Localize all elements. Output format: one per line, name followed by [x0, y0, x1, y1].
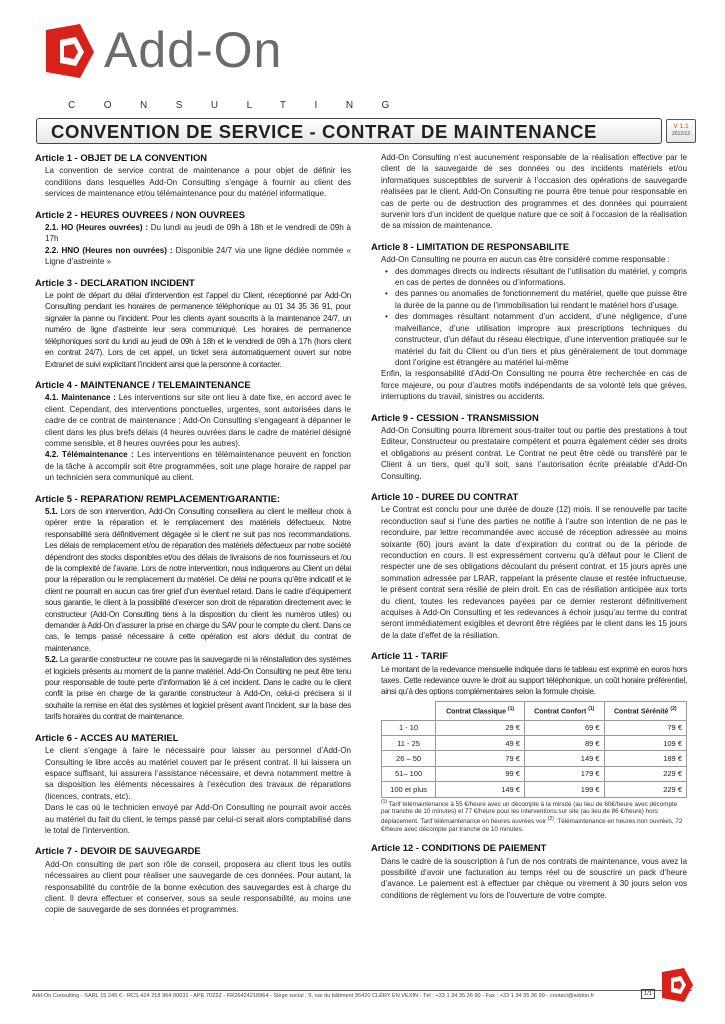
- article-text: Dans le cadre de la souscription à l’un de nos contrats de maintenance, vous avez la possibilité d’avoir une facturation au temps réel ou de souscrire un pack d’heure d’avance. Le paiement est à effectuer par chèque ou virement à 30 jours selon vos conditions de règlement vu lors de l’ouverture de votre compte.: [381, 856, 687, 900]
- table-cell: 51– 100: [382, 766, 436, 781]
- article-7: [35, 845, 351, 915]
- article-text: Le client s’engage à faire le nécessaire pour laisser au personnel d’Add-On Consulting le libre accès au matériel couvert par le présent contrat. Il lui laissera un espace suffisant, lui assurera l’assistance nécessaire, et devra notamment mettre à sa disposition les éléments nécessaires à l’exécution des travaux de réparations (licences, contrats, etc).: [45, 746, 351, 801]
- table-cell: 179 €: [524, 766, 604, 781]
- article-8: [371, 241, 687, 403]
- addon-logo-icon: [660, 968, 694, 1002]
- article-title: Article 3 - DECLARATION INCIDENT: [35, 276, 195, 288]
- column-header: Contrat Confort $^{(1)}$: [524, 701, 604, 720]
- table-header-row: [382, 701, 687, 720]
- article-text: [35, 245, 351, 268]
- clause-label: 5.2.: [45, 655, 58, 665]
- table-row: [382, 736, 687, 751]
- clause-text: Les interventions sur site ont lieu à date fixe, en accord avec le client. Cependant, des interventions ponctuelles, urgentes, sont autorisées dans le cadre de ce contrat de maintenance ; Add-On Consulting s’engageant à dépanner le client dans les plus brefs délais (4 heures ouvrées dans le cadre de matériel désigné comme sensible, et 8 heures ouvrées pour les autres).: [45, 393, 352, 448]
- clause-label: 2.2. HNO (Heures non ouvrées) :: [45, 245, 173, 255]
- article-2: [35, 209, 351, 268]
- article-text: [35, 506, 351, 654]
- clause-label: 4.2. Télémaintenance :: [45, 450, 134, 460]
- table-footnotes: $^{(1)}$ Tarif télémaintenance à 55 €/heure avec un décompte à la minute (au lieu de 60€/heure avec décompte par tranche de 10 minutes) et 77 €/heure pour les interventions sur site (au lieu de 86 €/heure) hors déplacement. Tarif télémaintenance en heures ouvrées voir $^{(2)}$. Télémaintenance en heures non ouvrées, 72 €/heure avec décompte par tranche de 10 minutes.: [381, 798, 683, 833]
- article-5: [35, 493, 351, 723]
- clause-label: 4.1. Maintenance :: [45, 393, 116, 403]
- article-1: [35, 152, 351, 200]
- table-cell: 69 €: [524, 720, 604, 735]
- article-text: Le Contrat est conclu pour une durée de douze (12) mois. Il se renouvelle par tacite reconduction sauf si l’une des parties ne notifie à l’autre son intention de ne pas le reconduire, par lettre recommandée avec accusé de réception adressée au moins soixante (60) jours avant la date d’expiration du contrat ou de la période de reconduction en cours. Il est expressément convenu qu’à défaut pour le Client de respecter une de ses obligations découlant du présent contrat, et 15 jours après une sommation adressée par LRAR, rappelant la présente clause et restée infructueuse, le présent contrat sera résilié de plein droit. En cas de résiliation anticipée aux torts du client, toutes les redevances payées par ce dernier resteront définitivement acquises à Add-On Consulting et les redevances à échoir jusqu’au terme du contrat seront immédiatement exigibles et devront être réglées par le client dans les 15 jours de la date d’effet de la résiliation.: [381, 505, 687, 640]
- version-badge: [666, 119, 696, 143]
- pricing-table: [381, 701, 687, 798]
- table-cell: 79 €: [436, 751, 525, 766]
- clause-text: Disponible 24/7 via une ligne dédiée nommée « Ligne d’astreinte »: [45, 245, 351, 267]
- brand-subtitle: CONSULTING: [68, 100, 418, 111]
- table-cell: 109 €: [604, 736, 686, 751]
- table-cell: 189 €: [604, 751, 686, 766]
- article-text: La convention de service contrat de maintenance a pour objet de définir les conditions dans lesquelles Add-On Consulting s’engage à fournir au client des services de maintenance et/ou télémaintenance pour du matériel informatique.: [45, 166, 351, 199]
- table-cell: 99 €: [436, 766, 525, 781]
- footer-divider: [32, 990, 692, 991]
- article-title: Article 4 - MAINTENANCE / TELEMAINTENANCE: [35, 378, 251, 390]
- clause-text: Les interventions en télémaintenance peuvent en fonction de la tâche à accomplir soit être programmées, soit une plage horaire de rappel par un technicien sera communiqué au client.: [45, 450, 352, 483]
- table-cell: 149 €: [436, 782, 525, 797]
- table-row: [382, 782, 687, 797]
- list-item: • des pannes ou anomalies de fonctionnement du matériel, quelle que puisse être la durée de la panne ou de l’immobilisation lui rendant le matériel hors d’usage.: [395, 288, 687, 311]
- list-item: • des dommages directs ou indirects résultant de l’utilisation du matériel, y compris en cas de pertes de données ou d’informations.: [395, 266, 687, 289]
- version-number: V 1.1: [673, 123, 689, 130]
- article-title: Article 1 - OBJET DE LA CONVENTION: [35, 152, 208, 163]
- page-number: 1/1: [641, 989, 655, 999]
- article-text: Add-On Consulting pourra librement sous-traiter tout ou partie des prestations à tout Editeur, Constructeur ou prestataire compétent et pourra également céder ses droits et obligations au présent contrat. Le Contrat ne peut être cédé ou transféré par le Client à un tiers, quel qu’il soit, sans l’autorisation écrite préalable d’Add-On Consulting.: [381, 425, 687, 481]
- clause-label: 5.1.: [45, 506, 58, 516]
- table-row: [382, 766, 687, 781]
- footnote-2: . Télémaintenance en heures non ouvrées, 72 €/heure avec décompte par tranche de 10 minutes.: [381, 818, 683, 833]
- clause-text: La garantie constructeur ne couvre pas la sauvegarde ni la réinstallation des systèmes et logiciels présents au moment de la panne matériel. Add-On Consulting ne peut être tenu pour responsable de toute perte d’information lié à cet incident. Dans le cadre ou le client confit la prise en charge de la garantie constructeur à Add-On, celui-ci précisera si il souhaite la remise en état des systèmes et logiciel présent avant l’incident, sur la base des tarifs horaires du contrat de maintenance.: [45, 655, 351, 722]
- table-cell: 100 et plus: [382, 782, 436, 797]
- article-12: [371, 842, 687, 901]
- article-title: Article 9 - CESSION - TRANSMISSION: [371, 411, 539, 423]
- article-title: Article 8 - LIMITATION DE RESPONSABILITE: [371, 240, 570, 252]
- right-column: [371, 152, 687, 910]
- article-title: Article 6 - ACCES AU MATERIEL: [35, 731, 179, 743]
- table-cell: 229 €: [604, 766, 686, 781]
- list-item: • des dommages résultant notamment d’un accident, d’une négligence, d’une malveillance, d’une utilisation impropre aux prescriptions techniques du constructeur, d’un défaut du réseau électrique, d’une intervention pratiquée sur le matériel du fait du Client ou d’un tiers et plus généralement de tout dommage dont l’origine est étrangère au matériel lui-même: [395, 311, 687, 368]
- table-cell: 149 €: [524, 751, 604, 766]
- article-9: [371, 412, 687, 482]
- article-3: [35, 277, 351, 370]
- clause-text: Du lundi au jeudi de 09h à 18h et le vendredi de 09h à 17h: [45, 223, 351, 244]
- footnote-1b: Tarif télémaintenance en heures ouvrées voir: [418, 818, 547, 826]
- article-title: Article 2 - HEURES OUVREES / NON OUVREES: [35, 208, 245, 220]
- article-text: Add-On Consulting n’est aucunement responsable de la réalisation effective par le client de la sauvegarde de ses données ou des incidents matériels et/ou informatiques susceptibles de survenir à l’occasion des opérations de sauvegarde réalisées par le client. Add-On Consulting ne pourra être tenue pour responsable en cas de perte ou de destruction des programmes et des données qui pourraient survenir lors d’un incident de quelque nature que ce soit à l’occasion de la réalisation de sa mission de maintenance.: [381, 153, 687, 231]
- column-header: Contrat Classique $^{(1)}$: [436, 701, 525, 720]
- table-cell: 79 €: [604, 720, 686, 735]
- footer-legal-text: Add-On Consulting - SARL 15.245 € - RCS 424 218 964 00031 - APE 7022Z - FR26424218964 - Siège social : 9, rue du bâtiment 95420 CLÉRY EN VEXIN - Tél : +33 1 34 35 36 90 - Fax : +33 1 34 35 36 99 - contact@addon.fr: [32, 993, 595, 999]
- table-row: [382, 751, 687, 766]
- article-6: [35, 732, 351, 837]
- company-logo: [40, 18, 418, 111]
- article-text: [35, 654, 351, 722]
- article-text: [35, 449, 351, 483]
- clause-label: 2.1. HO (Heures ouvrées) :: [45, 223, 149, 233]
- article-text: [35, 222, 351, 245]
- table-row: [382, 720, 687, 735]
- table-cell: 1 - 10: [382, 720, 436, 735]
- table-cell: 11 - 25: [382, 736, 436, 751]
- table-cell: 229 €: [604, 782, 686, 797]
- clause-text: Lors de son intervention, Add-On Consulting conseillera au client le meilleur choix à opérer entre la réparation et le remplacement des matériels défectueux. Notre responsabilité sera définitivement dégagée si le client ne suit pas nos recommandations. Les délais de remplacement et/ou de réparation des matériels défectueux par notre société dépendront des stocks disponibles et/ou des délais de livraisons de nos fournisseurs et /ou de la complexité de l’avarie. Lors de notre intervention, nous indiquerons au Client un délai pour la réparation ou le remplacement du matériel. Ce délai ne pourra qu’être indicatif et le client ne pourrait en aucun cas tirer grief d’un éventuel retard. Dans le cadre d’équipement sous garantie, le client à la possibilité d’exercer son droit de réparation directement avec le constructeur (Add-On Consulting tiens à la disposition du client les numéros utiles) ou demander à Add-On d’assurer la prise en charge du SAV pour le compte du client. Dans ce cas, le temps passé nécessaire à cette opération est alors déduit du contrat de maintenance.: [45, 506, 351, 653]
- article-7-continued: [371, 152, 687, 232]
- footnote-1: Tarif télémaintenance à 55 €/heure avec un décompte à la minute (au lieu de 60€/heure avec décompte par tranche de 10 minutes) et 77 €/heure pour les interventions sur site (au lieu de 86 €/heure) hors déplacement.: [381, 800, 678, 826]
- table-cell: 199 €: [524, 782, 604, 797]
- document-title: CONVENTION DE SERVICE - CONTRAT DE MAINTENANCE: [51, 121, 597, 142]
- article-text: Dans le cas où le technicien envoyé par Add-On Consulting ne pourrait avoir accès au matériel du fait du client, le temps passé par celui-ci serait alors comptabilisé dans le total de l’intervention.: [45, 803, 351, 835]
- article-10: [371, 491, 687, 641]
- table-cell: 89 €: [524, 736, 604, 751]
- table-cell: 49 €: [436, 736, 525, 751]
- table-cell: 26 – 50: [382, 751, 436, 766]
- column-header: Contrat Sérénité $^{(2)}$: [604, 701, 686, 720]
- article-text: Le point de départ du délai d’intervention est l’appel du Client, réceptionné par Add-On Consulting pendant les horaires de permanence téléphonique au 01 34 35 36 91, pour signaler la panne ou l’incident. Pour les clients ayant souscrits à la maintenance 24/7, un numéro de ligne d’astreinte leur sera communiqué. Les horaires de permanence téléphoniques sont du lundi au jeudi de 09h à 18h et le vendredi de 09h à 17h (hors client en contrat 24/7). Lors de cet appel, un ticket sera automatiquement ouvert sur notre Extranet de suivi explicitant l’incident ainsi que la personne à contacter.: [45, 291, 351, 369]
- article-text: Le montant de la redevance mensuelle indiquée dans le tableau est exprimé en euros hors taxes. Cette redevance ouvre le droit au support téléphonique, un coût horaire préférentiel, ainsi qu’à des options complémentaires selon la formule choisie.: [381, 664, 687, 697]
- article-text: Add-On Consulting ne pourra en aucun cas être considéré comme responsable :: [381, 255, 670, 265]
- addon-logo-icon: [40, 22, 98, 80]
- article-title: Article 5 - REPARATION/ REMPLACEMENT/GARANTIE:: [35, 492, 280, 504]
- article-title: Article 10 - DUREE DU CONTRAT: [371, 490, 519, 502]
- article-text: Add-On consulting de part son rôle de conseil, proposera au client tous les outils nécessaires au client pour réaliser une sauvegarde de ces données. Pour autant, la responsabilité du contrôle de la bonne exécution des sauvegardes est à charge du client. Il devra effectuer et conserver, sous sa seule responsabilité, au moins une copie de sauvegarde de ses données et programmes.: [45, 859, 351, 915]
- version-date: 2012/12: [671, 131, 691, 137]
- article-4: [35, 379, 351, 484]
- article-title: Article 12 - CONDITIONS DE PAIEMENT: [371, 842, 547, 854]
- document-title-bar: [36, 118, 662, 144]
- liability-list: [371, 266, 687, 369]
- brand-name: Add-On: [104, 22, 283, 78]
- article-title: Article 11 - TARIF: [371, 650, 448, 662]
- table-cell: 29 €: [436, 720, 525, 735]
- article-text: Enfin, la responsabilité d’Add-On Consulting ne pourra être recherchée en cas de force majeure, ou pour d’autres motifs indépendants de sa volonté tels que grèves, interruptions du travail, sinistres ou accidents.: [381, 369, 687, 402]
- left-column: [35, 152, 351, 925]
- article-11: [371, 650, 687, 833]
- article-title: Article 7 - DEVOIR DE SAUVEGARDE: [35, 845, 201, 857]
- article-text: [35, 392, 351, 449]
